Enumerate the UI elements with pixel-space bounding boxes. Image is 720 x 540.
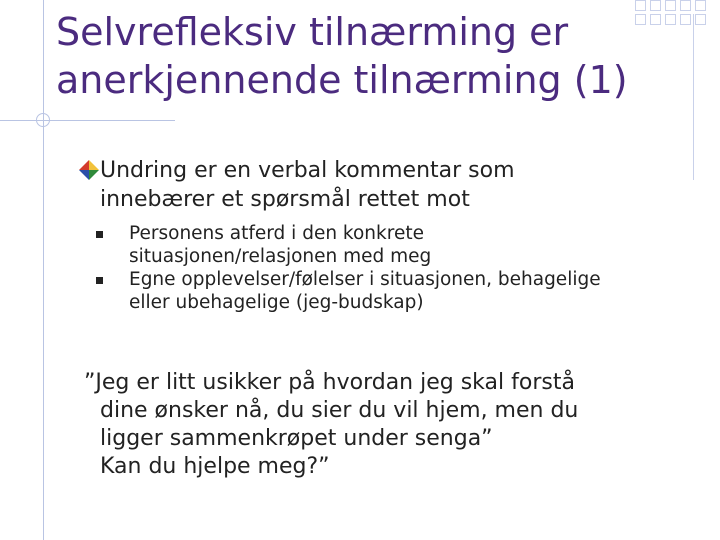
square-bullet-icon [96, 277, 103, 284]
main-bullet-line-2: innebærer et spørsmål rettet mot [100, 187, 470, 212]
quote-line-1: ”Jeg er litt usikker på hvordan jeg skal forstå [84, 370, 575, 395]
quote-block [84, 369, 704, 481]
sub-bullet-1-line-2: situasjonen/relasjonen med meg [129, 246, 432, 267]
sub-bullet-1 [96, 222, 706, 268]
main-bullet-line-1: Undring er en verbal kommentar som [100, 158, 515, 183]
quote-line-4: Kan du hjelpe meg?” [100, 454, 330, 479]
frame-vertical-line [43, 0, 44, 540]
frame-corner-circle [36, 113, 50, 127]
colored-diamond-icon [78, 159, 100, 181]
sub-bullet-1-line-1: Personens atferd i den konkrete [129, 223, 424, 244]
sub-bullet-list [96, 222, 706, 314]
square-bullet-icon [96, 231, 103, 238]
quote-line-2: dine ønsker nå, du sier du vil hjem, men du [100, 398, 579, 423]
sub-bullet-2-line-2: eller ubehagelige (jeg-budskap) [129, 292, 424, 313]
title-line-1: Selvrefleksiv tilnærming er [56, 10, 569, 54]
slide-title [56, 8, 706, 104]
main-bullet [78, 156, 698, 214]
sub-bullet-2 [96, 268, 706, 314]
frame-horizontal-line [0, 120, 175, 121]
quote-line-3: ligger sammenkrøpet under senga” [100, 426, 493, 451]
title-line-2: anerkjennende tilnærming (1) [56, 58, 628, 102]
sub-bullet-2-line-1: Egne opplevelser/følelser i situasjonen, behagelige [129, 269, 601, 290]
